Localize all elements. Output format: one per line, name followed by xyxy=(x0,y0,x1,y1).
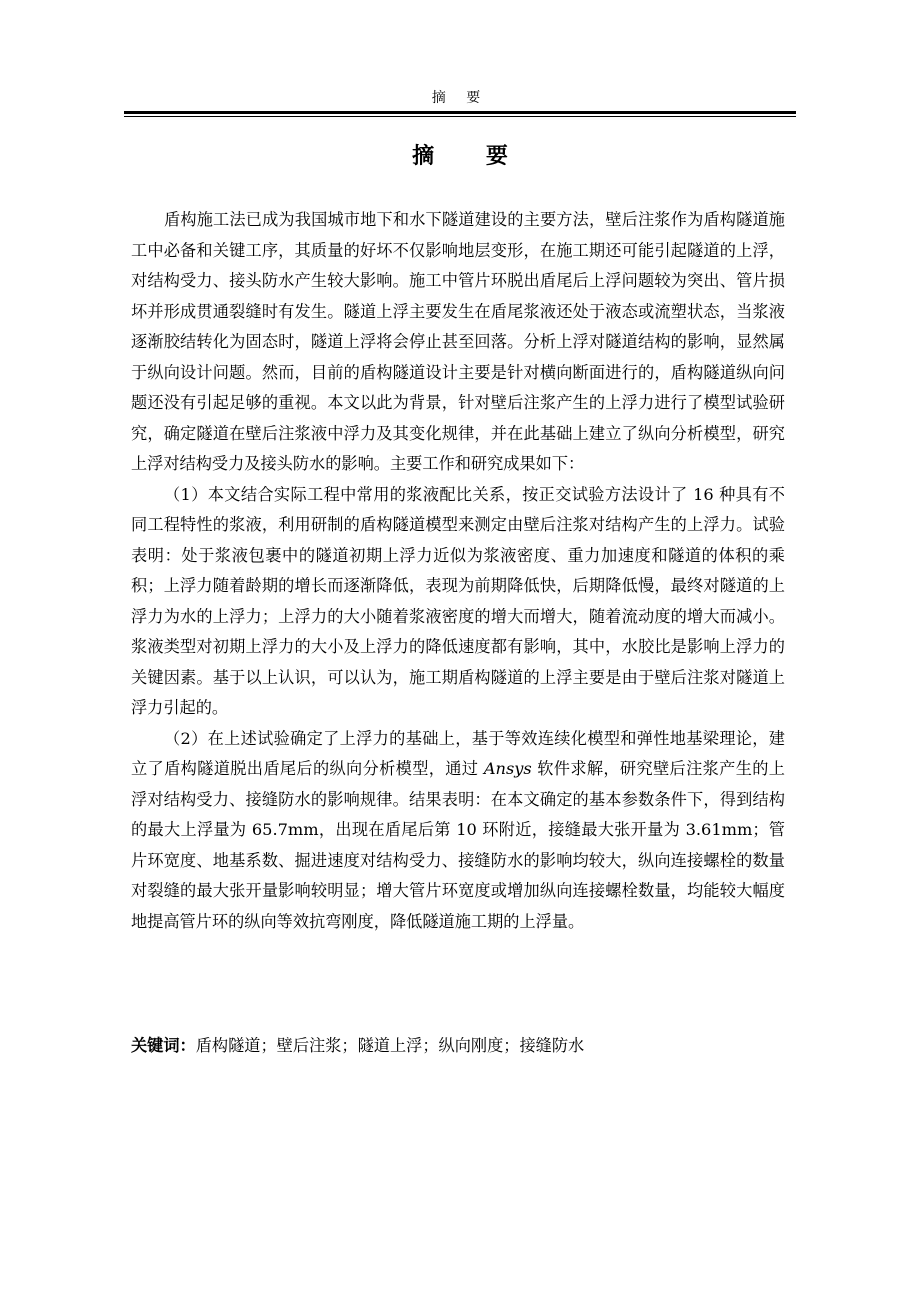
keywords-list: 盾构隧道；壁后注浆；隧道上浮；纵向刚度；接缝防水 xyxy=(195,1036,585,1055)
abstract-paragraph-2: （1）本文结合实际工程中常用的浆液配比关系，按正交试验方法设计了 16 种具有不同工程特性的浆液，利用研制的盾构隧道模型来测定由壁后注浆对结构产生的上浮力。试验表明：处于浆液包裹中的隧道初期上浮力近似为浆液密度、重力加速度和隧道的体积的乘积；上浮力随着龄期的增长而逐渐降低，表现为前期降低快，后期降低慢，最终对隧道的上浮力为水的上浮力；上浮力的大小随着浆液密度的增大而增大，随着流动度的增大而减小。浆液类型对初期上浮力的大小及上浮力的降低速度都有影响，其中，水胶比是影响上浮力的关键因素。基于以上认识，可以认为，施工期盾构隧道的上浮主要是由于壁后注浆对隧道上浮力引起的。 xyxy=(131,484,785,717)
abstract-body xyxy=(131,205,785,937)
keywords-line xyxy=(131,1032,785,1060)
abstract-paragraph-3 xyxy=(131,724,785,938)
header-rule-thin xyxy=(124,116,796,117)
header-rule-thick xyxy=(124,111,796,114)
abstract-paragraph-1: 盾构施工法已成为我国城市地下和水下隧道建设的主要方法，壁后注浆作为盾构隧道施工中必备和关键工序，其质量的好坏不仅影响地层变形，在施工期还可能引起隧道的上浮，对结构受力、接头防水产生较大影响。施工中管片环脱出盾尾后上浮问题较为突出、管片损坏并形成贯通裂缝时有发生。隧道上浮主要发生在盾尾浆液还处于液态或流塑状态，当浆液逐渐胶结转化为固态时，隧道上浮将会停止甚至回落。分析上浮对隧道结构的影响，显然属于纵向设计问题。然而，目前的盾构隧道设计主要是针对横向断面进行的，盾构隧道纵向问题还没有引起足够的重视。本文以此为背景，针对壁后注浆产生的上浮力进行了模型试验研究，确定隧道在壁后注浆液中浮力及其变化规律，并在此基础上建立了纵向分析模型，研究上浮对结构受力及接头防水的影响。主要工作和研究成果如下： xyxy=(131,210,785,473)
software-name: Ansys xyxy=(483,759,532,778)
paragraph-3-part-b: 软件求解，研究壁后注浆产生的上浮对结构受力、接缝防水的影响规律。结果表明：在本文确定的基本参数条件下，得到结构的最大上浮量为 65.7mm，出现在盾尾后第 10 环附近，接缝最大张开量为 3.61mm；管片环宽度、地基系数、掘进速度对结构受力、接缝防水的影响均较大，纵向连接螺栓的数量对裂缝的最大张开量影响较明显；增大管片环宽度或增加纵向连接螺栓数量，均能较大幅度地提高管片环的纵向等效抗弯刚度，降低隧道施工期的上浮量。 xyxy=(131,759,785,931)
abstract-title: 摘 要 xyxy=(412,144,530,169)
paragraph-3-part-a: （2）在上述试验确定了上浮力的基础上，基于等效连续化模型和弹性地基梁理论，建立了盾构隧道脱出盾尾后的纵向分析模型，通过 xyxy=(131,728,785,778)
keywords-label: 关键词： xyxy=(131,1036,196,1055)
running-header: 摘 要 xyxy=(431,90,489,106)
